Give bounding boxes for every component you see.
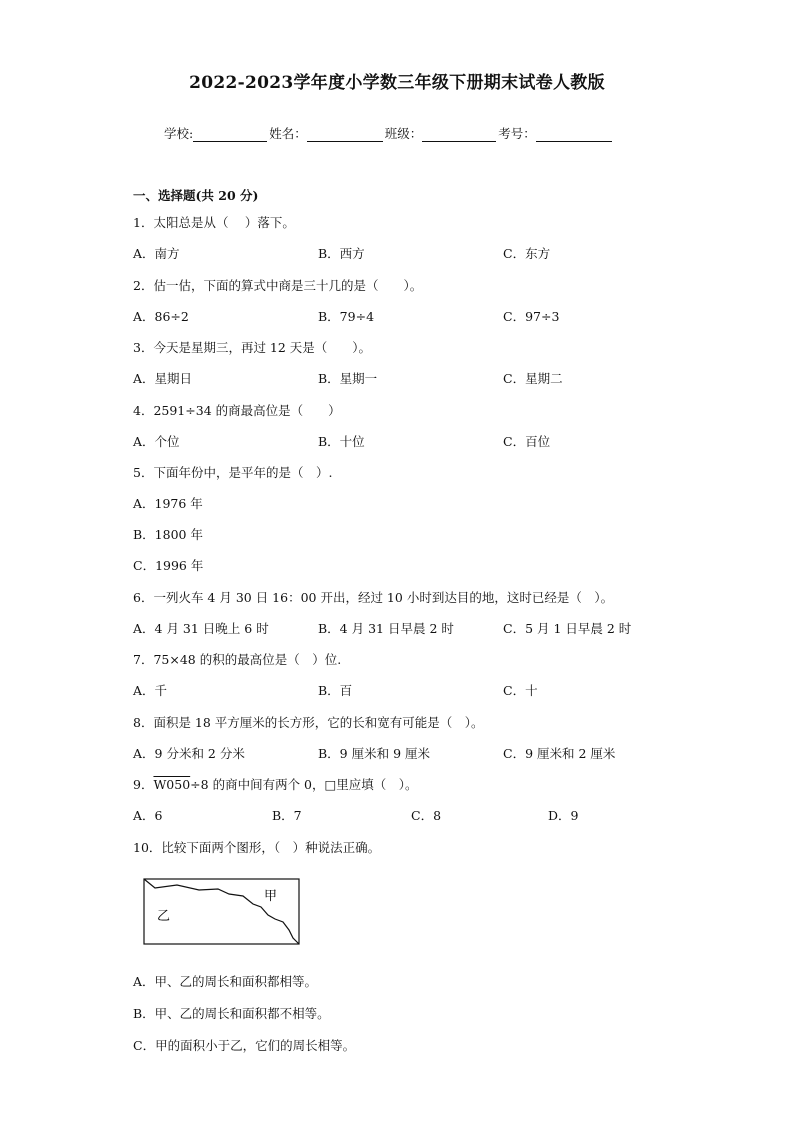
- q2-option-b[interactable]: B．79÷4: [318, 309, 375, 324]
- q9-stem-rest: ÷8 的商中间有两个 0，□里应填（ ）。: [190, 777, 418, 792]
- q2-option-a[interactable]: A．86÷2: [133, 309, 189, 324]
- shape-comparison-diagram: [143, 878, 303, 948]
- q9-option-d[interactable]: D．9: [548, 808, 579, 823]
- question-6: 6．一列火车 4 月 30 日 16：00 开出，经过 10 小时到达目的地，这时已经是（ ）。: [133, 590, 614, 605]
- q2-option-c[interactable]: C．97÷3: [503, 309, 560, 324]
- q3-option-b[interactable]: B．星期一: [318, 371, 378, 386]
- name-label: 姓名：: [269, 126, 307, 141]
- q1-option-a[interactable]: A．南方: [133, 246, 180, 261]
- question-10: 10．比较下面两个图形，（ ）种说法正确。: [133, 840, 381, 855]
- class-blank[interactable]: [422, 127, 496, 142]
- q3-option-c[interactable]: C．星期二: [503, 371, 563, 386]
- q5-option-a[interactable]: A．1976 年: [133, 496, 203, 511]
- label-yi: 乙: [157, 909, 171, 924]
- question-9: [133, 775, 418, 793]
- q8-option-b[interactable]: B．9 厘米和 9 厘米: [318, 746, 431, 761]
- question-7: 7．75×48 的积的最高位是（ ）位.: [133, 652, 342, 667]
- shape-figure: [143, 878, 303, 952]
- question-3: 3．今天是星期三，再过 12 天是（ ）。: [133, 340, 372, 355]
- question-8: 8．面积是 18 平方厘米的长方形，它的长和宽有可能是（ ）。: [133, 715, 484, 730]
- q4-option-a[interactable]: A．个位: [133, 434, 180, 449]
- q8-option-a[interactable]: A．9 分米和 2 分米: [133, 746, 245, 761]
- name-blank[interactable]: [307, 127, 383, 142]
- q8-option-c[interactable]: C．9 厘米和 2 厘米: [503, 746, 616, 761]
- question-2: 2．估一估，下面的算式中商是三十几的是（ ）。: [133, 278, 423, 293]
- q7-option-b[interactable]: B．百: [318, 683, 353, 698]
- q10-option-b[interactable]: B．甲、乙的周长和面积都不相等。: [133, 1006, 330, 1021]
- question-5: 5．下面年份中，是平年的是（ ）.: [133, 465, 333, 480]
- q9-overlined-number: W050: [153, 777, 191, 792]
- q5-option-b[interactable]: B．1800 年: [133, 527, 203, 542]
- exam-number-blank[interactable]: [536, 127, 612, 142]
- student-info-row: [164, 124, 614, 142]
- q6-option-c[interactable]: C．5 月 1 日早晨 2 时: [503, 621, 632, 636]
- q1-option-b[interactable]: B．西方: [318, 246, 365, 261]
- question-1: 1．太阳总是从（ ）落下。: [133, 215, 295, 230]
- q5-option-c[interactable]: C．1996 年: [133, 558, 204, 573]
- class-label: 班级：: [384, 126, 423, 141]
- page-title: 2022-2023学年度小学数三年级下册期末试卷人教版: [189, 73, 605, 93]
- question-4: 4．2591÷34 的商最高位是（ ）: [133, 403, 341, 418]
- q6-option-a[interactable]: A．4 月 31 日晚上 6 时: [133, 621, 269, 636]
- q7-option-c[interactable]: C．十: [503, 683, 538, 698]
- q9-number: 9．: [133, 777, 154, 792]
- q10-option-c[interactable]: C．甲的面积小于乙，它们的周长相等。: [133, 1038, 356, 1053]
- q9-option-c[interactable]: C．8: [411, 808, 442, 823]
- school-label: 学校:: [164, 126, 194, 141]
- q1-option-c[interactable]: C．东方: [503, 246, 551, 261]
- q9-option-b[interactable]: B．7: [272, 808, 302, 823]
- q4-option-b[interactable]: B．十位: [318, 434, 365, 449]
- q6-option-b[interactable]: B．4 月 31 日早晨 2 时: [318, 621, 454, 636]
- q7-option-a[interactable]: A．千: [133, 683, 168, 698]
- exam-number-label: 考号：: [498, 126, 536, 141]
- q4-option-c[interactable]: C．百位: [503, 434, 551, 449]
- q9-option-a[interactable]: A．6: [133, 808, 163, 823]
- q10-option-a[interactable]: A．甲、乙的周长和面积都相等。: [133, 974, 318, 989]
- section-heading: 一、选择题(共 20 分): [133, 188, 259, 203]
- label-jia: 甲: [264, 889, 278, 904]
- school-blank[interactable]: [193, 127, 267, 142]
- q3-option-a[interactable]: A．星期日: [133, 371, 193, 386]
